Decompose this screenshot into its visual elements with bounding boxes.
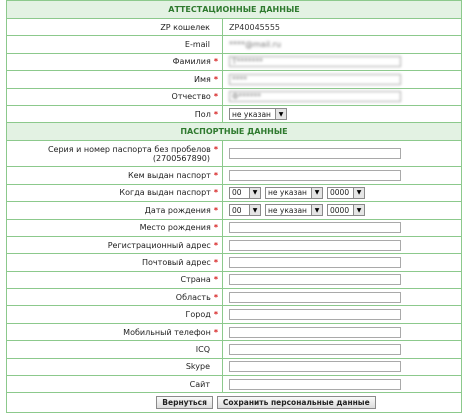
row-site [7,376,461,393]
label-birth-place: Место рождения [139,223,211,233]
row-country [7,272,461,289]
row-issue-date [7,185,461,202]
registration-address-input[interactable] [229,240,401,251]
required-mark: * [213,275,218,285]
site-input[interactable] [229,379,401,390]
row-patronymic [7,89,461,106]
issue-month-select[interactable]: не указан ▼ [265,187,323,199]
back-button[interactable]: Вернуться [156,396,213,409]
required-mark: * [213,144,218,154]
label-birth-date: Дата рождения [144,205,211,215]
row-passport-series [7,141,461,167]
row-birth-place [7,220,461,237]
birth-place-input[interactable] [229,222,401,233]
required-mark: * [213,292,218,302]
row-registration-address [7,237,461,254]
birth-year-select[interactable]: 0000 ▼ [327,204,365,216]
label-passport-series: Серия и номер паспорта без пробелов [47,144,211,154]
save-personal-data-button[interactable]: Сохранить персональные данные [217,396,376,409]
row-mobile-phone [7,324,461,341]
required-mark: * [213,223,218,233]
label-passport-example: (2700567890) [152,153,210,163]
label-icq: ICQ [195,344,210,354]
label-issued-by: Кем выдан паспорт [128,171,211,181]
label-name: Имя [193,74,211,84]
chevron-down-icon: ▼ [275,109,286,119]
issue-year-select[interactable]: 0000 ▼ [327,187,365,199]
row-city [7,306,461,323]
required-mark: * [213,171,218,181]
issue-day-select[interactable]: 00 ▼ [229,187,261,199]
row-issued-by [7,167,461,184]
label-surname: Фамилия [172,57,211,67]
surname-input[interactable]: Т******* [229,56,401,67]
label-email: E-mail [184,40,210,50]
zp-wallet-value: ZP40045555 [229,22,281,32]
required-mark: * [213,205,218,215]
row-region [7,289,461,306]
row-postal-address [7,254,461,271]
personal-data-form [6,0,462,413]
required-mark: * [213,240,218,250]
birth-day-select[interactable]: 00 ▼ [229,204,261,216]
label-patronymic: Отчество [171,92,211,102]
label-country: Страна [180,275,211,285]
label-skype: Skype [185,362,210,372]
required-mark: * [213,188,218,198]
patronymic-input[interactable]: Ф****** [229,91,401,102]
form-buttons [7,393,461,412]
chevron-down-icon: ▼ [353,188,364,198]
label-registration-address: Регистрационный адрес [107,240,211,250]
label-mobile-phone: Мобильный телефон [123,327,211,337]
postal-address-input[interactable] [229,257,401,268]
birth-month-select[interactable]: не указан ▼ [265,204,323,216]
country-input[interactable] [229,274,401,285]
label-zp-wallet: ZP кошелек [160,22,210,32]
row-email [7,36,461,53]
icq-input[interactable] [229,344,401,355]
section-passport-header: ПАСПОРТНЫЕ ДАННЫЕ [7,123,461,141]
required-mark: * [213,327,218,337]
label-region: Область [175,292,211,302]
required-mark: * [213,257,218,267]
label-gender: Пол [194,109,211,119]
row-icq [7,341,461,358]
label-city: Город [185,310,211,320]
required-mark: * [213,57,218,67]
email-value: ****@mail.ru [229,40,282,50]
required-mark: * [213,74,218,84]
label-issue-date: Когда выдан паспорт [119,188,211,198]
chevron-down-icon: ▼ [249,205,260,215]
row-birth-date [7,202,461,219]
row-surname [7,54,461,71]
row-name [7,71,461,88]
label-postal-address: Почтовый адрес [142,257,211,267]
passport-series-input[interactable] [229,148,401,159]
skype-input[interactable] [229,361,401,372]
mobile-phone-input[interactable] [229,327,401,338]
required-mark: * [213,109,218,119]
section-attestation-header: АТТЕСТАЦИОННЫЕ ДАННЫЕ [7,1,461,19]
issued-by-input[interactable] [229,170,401,181]
chevron-down-icon: ▼ [311,205,322,215]
required-mark: * [213,310,218,320]
row-skype [7,359,461,376]
region-input[interactable] [229,292,401,303]
city-input[interactable] [229,309,401,320]
required-mark: * [213,92,218,102]
label-site: Сайт [189,379,210,389]
chevron-down-icon: ▼ [249,188,260,198]
gender-select[interactable]: не указан ▼ [229,108,287,120]
row-gender [7,106,461,123]
name-input[interactable]: **** [229,74,401,85]
chevron-down-icon: ▼ [353,205,364,215]
row-zp-wallet [7,19,461,36]
chevron-down-icon: ▼ [311,188,322,198]
